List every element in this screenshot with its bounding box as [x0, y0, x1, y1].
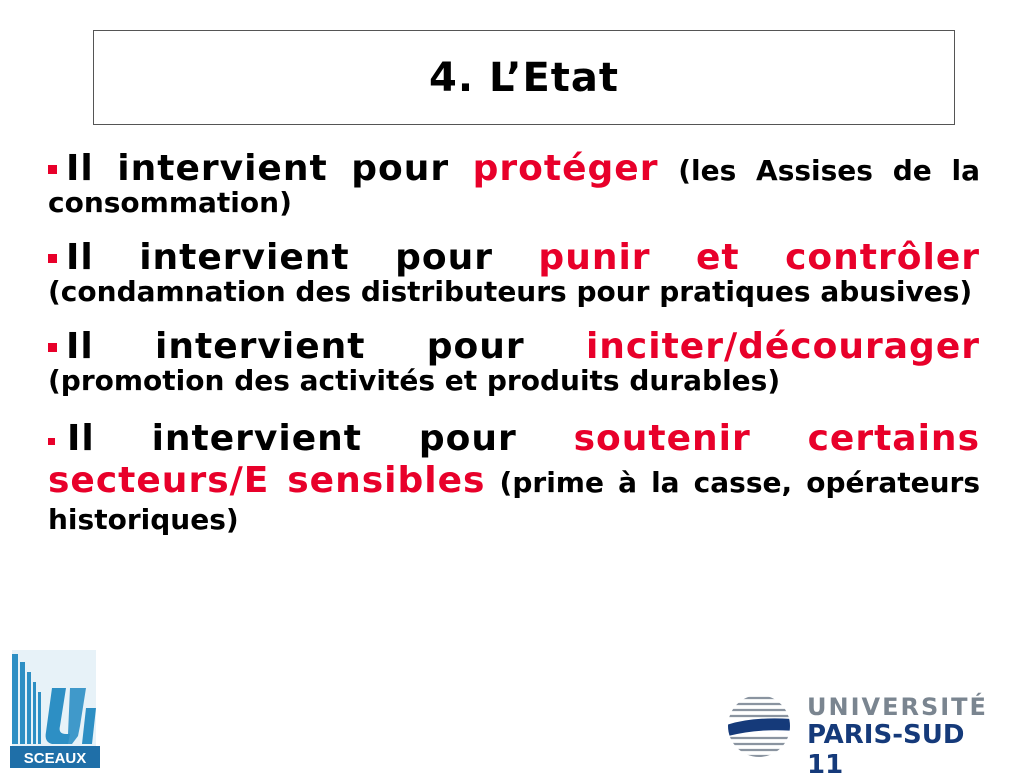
bullet-highlight: punir et contrôler — [538, 237, 980, 279]
bullet-square-icon — [48, 343, 57, 352]
sceaux-logo-icon — [0, 648, 100, 768]
bullet-note: (les Assises de la consommation) — [48, 154, 980, 219]
bullet-item — [48, 239, 980, 306]
univ-line1: UNIVERSITÉ — [807, 693, 988, 721]
bullet-square-icon — [48, 165, 57, 174]
sceaux-text: SCEAUX — [23, 750, 87, 767]
bullet-lead: Il intervient pour — [66, 237, 539, 279]
bullet-lead: Il intervient pour — [67, 417, 574, 459]
bullet-note: (promotion des activités et produits durables) — [48, 364, 781, 398]
bullet-item — [48, 326, 980, 398]
bullet-highlight: protéger — [472, 148, 659, 189]
bullet-highlight: soutenir certains secteurs/E sensibles — [48, 417, 980, 502]
bullet-note: (prime à la casse, opérateurs historiques) — [48, 466, 980, 536]
bullet-note: (condamnation des distributeurs pour pratiques abusives) — [48, 274, 973, 308]
bullet-square-icon — [48, 438, 55, 445]
paris-sud-wordmark — [807, 694, 995, 780]
paris-sud-globe-icon — [715, 690, 805, 760]
univ-line2: PARIS-SUD 11 — [807, 720, 965, 780]
bullet-lead: Il intervient pour — [66, 148, 473, 189]
bullet-lead: Il intervient pour — [66, 326, 586, 368]
sceaux-logo — [0, 648, 100, 768]
slide-title: 4. L’Etat — [429, 54, 619, 101]
bullet-square-icon — [48, 254, 57, 263]
title-box — [93, 30, 955, 125]
paris-sud-logo — [715, 690, 995, 780]
bullet-item — [48, 150, 980, 217]
bullet-item — [48, 418, 980, 536]
bullet-highlight: inciter/décourager — [585, 326, 980, 368]
bullet-list — [48, 150, 980, 558]
